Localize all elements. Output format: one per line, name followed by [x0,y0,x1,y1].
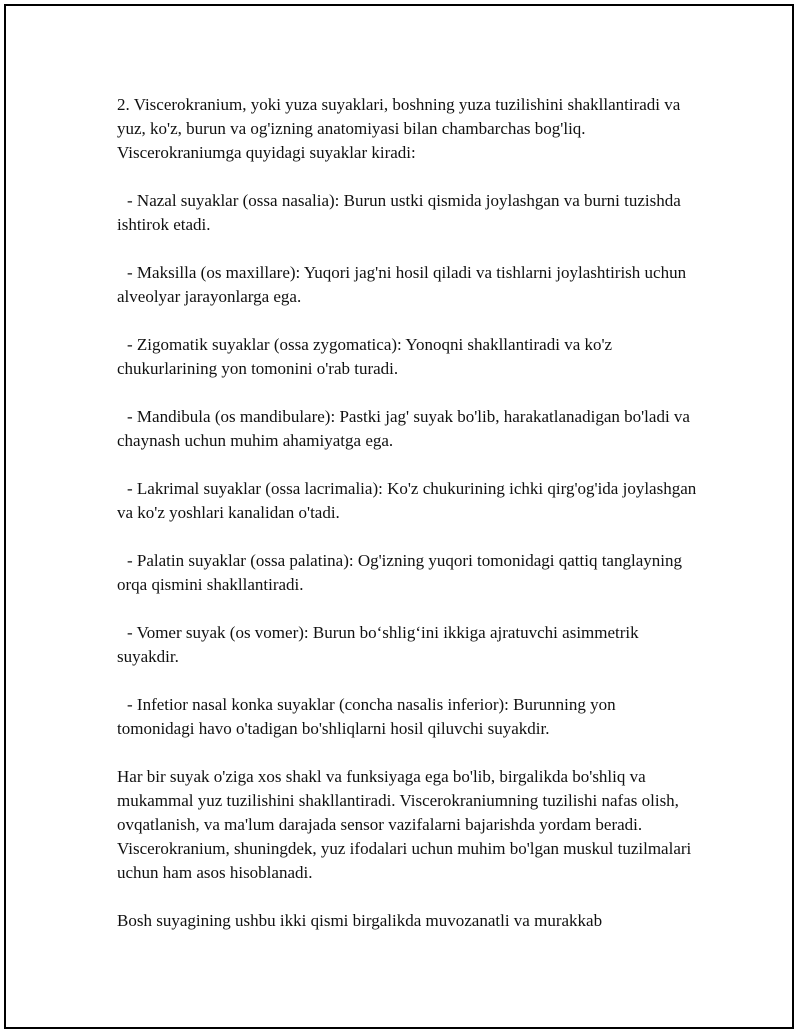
intro-paragraph: 2. Viscerokranium, yoki yuza suyaklari, boshning yuza tuzilishini shakllantiradi va yuz, ko'z, burun va og'izning anatomiyasi bilan chambarchas bog'liq. Viscerokraniumga quyidagi suyaklar kiradi: [117,95,681,162]
closing-paragraph: Bosh suyagining ushbu ikki qismi birgalikda muvozanatli va murakkab [117,911,603,930]
list-item-nasal: - Nazal suyaklar (ossa nasalia): Burun ustki qismida joylashgan va burni tuzishda ishtirok etadi. [117,191,681,234]
list-item-zygomatic: - Zigomatik suyaklar (ossa zygomatica): Yonoqni shakllantiradi va ko'z chukurlarining yon tomonini o'rab turadi. [117,335,613,378]
list-item-vomer: - Vomer suyak (os vomer): Burun boʻshligʻini ikkiga ajratuvchi asimmetrik suyakdir. [117,623,639,666]
summary-paragraph: Har bir suyak o'ziga xos shakl va funksiyaga ega bo'lib, birgalikda bo'shliq va mukammal yuz tuzilishini shakllantiradi. Viscerokraniumning tuzilishi nafas olish, ovqatlanish, va ma'lum darajada sensor vazifalarni bajarishda yordam beradi. Viscerokranium, shuningdek, yuz ifodalari uchun muhim bo'lgan muskul tuzilmalari uchun ham asos hisoblanadi. [117,767,692,882]
list-item-mandible: - Mandibula (os mandibulare): Pastki jag' suyak bo'lib, harakatlanadigan bo'ladi va chaynash uchun muhim ahamiyatga ega. [117,407,690,450]
list-item-lacrimal: - Lakrimal suyaklar (ossa lacrimalia): Ko'z chukurining ichki qirg'og'ida joylashgan va ko'z yoshlari kanalidan o'tadi. [117,479,697,522]
document-body [117,93,697,933]
list-item-maxilla: - Maksilla (os maxillare): Yuqori jag'ni hosil qiladi va tishlarni joylashtirish uchun alveolyar jarayonlarga ega. [117,263,687,306]
list-item-inferior-concha: - Infetior nasal konka suyaklar (concha nasalis inferior): Burunning yon tomonidagi havo o'tadigan bo'shliqlarni hosil qiluvchi suyakdir. [117,695,616,738]
list-item-palatine: - Palatin suyaklar (ossa palatina): Og'izning yuqori tomonidagi qattiq tanglayning orqa qismini shakllantiradi. [117,551,682,594]
